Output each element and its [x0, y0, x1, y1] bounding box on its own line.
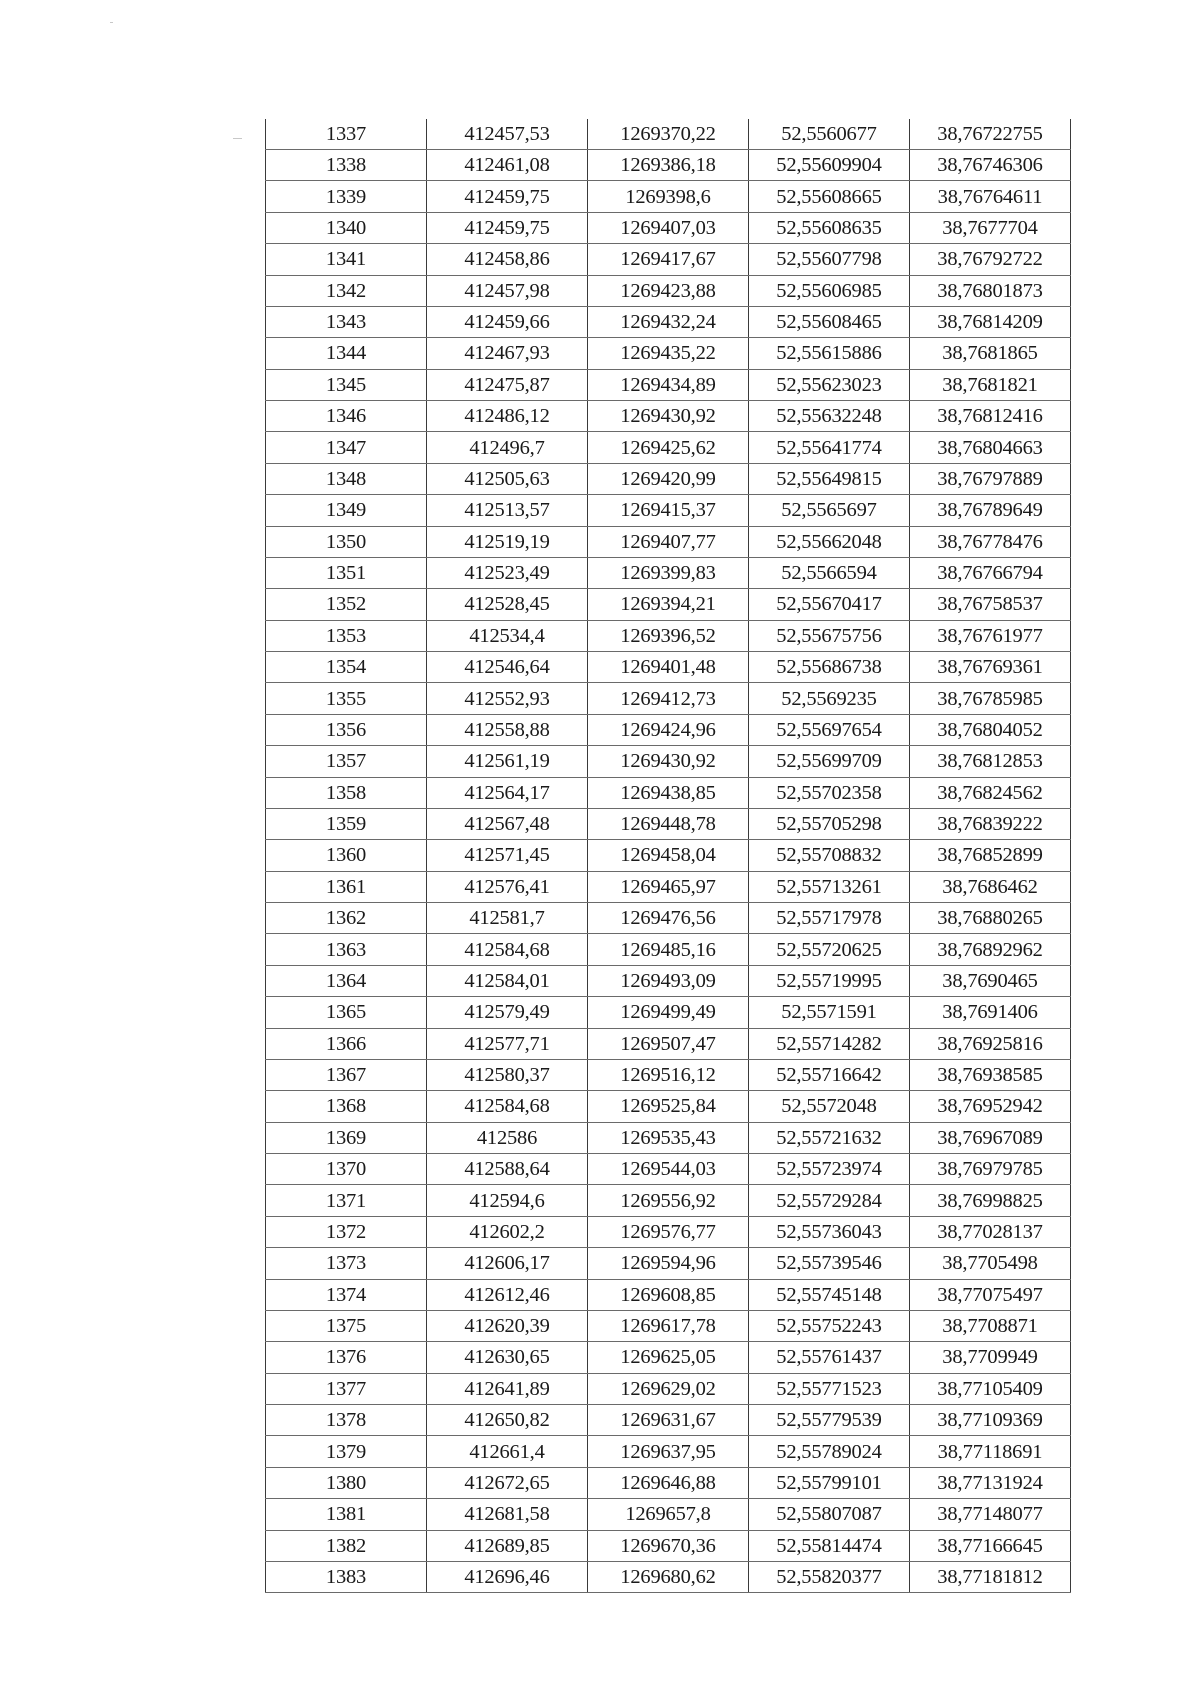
longitude-cell: 38,76804663 — [910, 432, 1071, 463]
table-row — [266, 275, 1071, 306]
point-number-cell: 1349 — [266, 495, 427, 526]
point-number-cell: 1337 — [266, 119, 427, 150]
table-row — [266, 463, 1071, 494]
y-coordinate-cell: 1269576,77 — [588, 1216, 749, 1247]
point-number-cell: 1382 — [266, 1530, 427, 1561]
latitude-cell: 52,55662048 — [749, 526, 910, 557]
y-coordinate-cell: 1269670,36 — [588, 1530, 749, 1561]
longitude-cell: 38,7691406 — [910, 997, 1071, 1028]
longitude-cell: 38,76778476 — [910, 526, 1071, 557]
latitude-cell: 52,55717978 — [749, 903, 910, 934]
table-row — [266, 1436, 1071, 1467]
y-coordinate-cell: 1269657,8 — [588, 1499, 749, 1530]
latitude-cell: 52,55606985 — [749, 275, 910, 306]
x-coordinate-cell: 412505,63 — [427, 463, 588, 494]
y-coordinate-cell: 1269415,37 — [588, 495, 749, 526]
y-coordinate-cell: 1269396,52 — [588, 620, 749, 651]
y-coordinate-cell: 1269485,16 — [588, 934, 749, 965]
point-number-cell: 1338 — [266, 150, 427, 181]
point-number-cell: 1375 — [266, 1310, 427, 1341]
longitude-cell: 38,7686462 — [910, 871, 1071, 902]
x-coordinate-cell: 412461,08 — [427, 150, 588, 181]
longitude-cell: 38,76998825 — [910, 1185, 1071, 1216]
y-coordinate-cell: 1269544,03 — [588, 1154, 749, 1185]
x-coordinate-cell: 412620,39 — [427, 1310, 588, 1341]
table-row — [266, 1059, 1071, 1090]
y-coordinate-cell: 1269412,73 — [588, 683, 749, 714]
table-row — [266, 1342, 1071, 1373]
point-number-cell: 1361 — [266, 871, 427, 902]
longitude-cell: 38,77181812 — [910, 1561, 1071, 1592]
point-number-cell: 1359 — [266, 808, 427, 839]
latitude-cell: 52,5560677 — [749, 119, 910, 150]
latitude-cell: 52,55608665 — [749, 181, 910, 212]
x-coordinate-cell: 412571,45 — [427, 840, 588, 871]
longitude-cell: 38,7705498 — [910, 1248, 1071, 1279]
y-coordinate-cell: 1269507,47 — [588, 1028, 749, 1059]
x-coordinate-cell: 412681,58 — [427, 1499, 588, 1530]
latitude-cell: 52,55739546 — [749, 1248, 910, 1279]
longitude-cell: 38,77109369 — [910, 1405, 1071, 1436]
latitude-cell: 52,55716642 — [749, 1059, 910, 1090]
y-coordinate-cell: 1269646,88 — [588, 1467, 749, 1498]
x-coordinate-cell: 412612,46 — [427, 1279, 588, 1310]
table-row — [266, 589, 1071, 620]
longitude-cell: 38,7681821 — [910, 369, 1071, 400]
x-coordinate-cell: 412650,82 — [427, 1405, 588, 1436]
table-row — [266, 1248, 1071, 1279]
latitude-cell: 52,55699709 — [749, 746, 910, 777]
table-row — [266, 840, 1071, 871]
latitude-cell: 52,5569235 — [749, 683, 910, 714]
longitude-cell: 38,76758537 — [910, 589, 1071, 620]
latitude-cell: 52,55609904 — [749, 150, 910, 181]
table-row — [266, 557, 1071, 588]
y-coordinate-cell: 1269448,78 — [588, 808, 749, 839]
point-number-cell: 1344 — [266, 338, 427, 369]
table-row — [266, 212, 1071, 243]
y-coordinate-cell: 1269434,89 — [588, 369, 749, 400]
x-coordinate-cell: 412513,57 — [427, 495, 588, 526]
y-coordinate-cell: 1269535,43 — [588, 1122, 749, 1153]
y-coordinate-cell: 1269629,02 — [588, 1373, 749, 1404]
latitude-cell: 52,55697654 — [749, 714, 910, 745]
table-row — [266, 1279, 1071, 1310]
latitude-cell: 52,55729284 — [749, 1185, 910, 1216]
latitude-cell: 52,55771523 — [749, 1373, 910, 1404]
table-row — [266, 181, 1071, 212]
point-number-cell: 1350 — [266, 526, 427, 557]
table-row — [266, 1154, 1071, 1185]
latitude-cell: 52,5566594 — [749, 557, 910, 588]
latitude-cell: 52,55814474 — [749, 1530, 910, 1561]
table-row — [266, 1561, 1071, 1592]
table-row — [266, 652, 1071, 683]
point-number-cell: 1371 — [266, 1185, 427, 1216]
longitude-cell: 38,76812853 — [910, 746, 1071, 777]
latitude-cell: 52,55705298 — [749, 808, 910, 839]
longitude-cell: 38,76967089 — [910, 1122, 1071, 1153]
x-coordinate-cell: 412577,71 — [427, 1028, 588, 1059]
y-coordinate-cell: 1269407,77 — [588, 526, 749, 557]
point-number-cell: 1343 — [266, 306, 427, 337]
x-coordinate-cell: 412586 — [427, 1122, 588, 1153]
table-row — [266, 150, 1071, 181]
x-coordinate-cell: 412584,01 — [427, 965, 588, 996]
longitude-cell: 38,76852899 — [910, 840, 1071, 871]
longitude-cell: 38,76801873 — [910, 275, 1071, 306]
y-coordinate-cell: 1269465,97 — [588, 871, 749, 902]
point-number-cell: 1373 — [266, 1248, 427, 1279]
longitude-cell: 38,76824562 — [910, 777, 1071, 808]
x-coordinate-cell: 412630,65 — [427, 1342, 588, 1373]
x-coordinate-cell: 412558,88 — [427, 714, 588, 745]
longitude-cell: 38,76764611 — [910, 181, 1071, 212]
longitude-cell: 38,76804052 — [910, 714, 1071, 745]
longitude-cell: 38,76746306 — [910, 150, 1071, 181]
x-coordinate-cell: 412584,68 — [427, 1091, 588, 1122]
latitude-cell: 52,55702358 — [749, 777, 910, 808]
point-number-cell: 1345 — [266, 369, 427, 400]
longitude-cell: 38,76925816 — [910, 1028, 1071, 1059]
y-coordinate-cell: 1269432,24 — [588, 306, 749, 337]
x-coordinate-cell: 412581,7 — [427, 903, 588, 934]
longitude-cell: 38,77118691 — [910, 1436, 1071, 1467]
longitude-cell: 38,76979785 — [910, 1154, 1071, 1185]
x-coordinate-cell: 412534,4 — [427, 620, 588, 651]
point-number-cell: 1372 — [266, 1216, 427, 1247]
latitude-cell: 52,55670417 — [749, 589, 910, 620]
longitude-cell: 38,77075497 — [910, 1279, 1071, 1310]
point-number-cell: 1342 — [266, 275, 427, 306]
table-row — [266, 526, 1071, 557]
coordinates-table — [265, 119, 1071, 1593]
latitude-cell: 52,55720625 — [749, 934, 910, 965]
point-number-cell: 1364 — [266, 965, 427, 996]
x-coordinate-cell: 412561,19 — [427, 746, 588, 777]
x-coordinate-cell: 412602,2 — [427, 1216, 588, 1247]
table-row — [266, 714, 1071, 745]
x-coordinate-cell: 412523,49 — [427, 557, 588, 588]
point-number-cell: 1370 — [266, 1154, 427, 1185]
x-coordinate-cell: 412459,75 — [427, 181, 588, 212]
point-number-cell: 1348 — [266, 463, 427, 494]
x-coordinate-cell: 412546,64 — [427, 652, 588, 683]
point-number-cell: 1360 — [266, 840, 427, 871]
point-number-cell: 1363 — [266, 934, 427, 965]
point-number-cell: 1353 — [266, 620, 427, 651]
point-number-cell: 1367 — [266, 1059, 427, 1090]
latitude-cell: 52,55820377 — [749, 1561, 910, 1592]
x-coordinate-cell: 412475,87 — [427, 369, 588, 400]
latitude-cell: 52,55641774 — [749, 432, 910, 463]
y-coordinate-cell: 1269407,03 — [588, 212, 749, 243]
y-coordinate-cell: 1269525,84 — [588, 1091, 749, 1122]
longitude-cell: 38,76892962 — [910, 934, 1071, 965]
x-coordinate-cell: 412457,53 — [427, 119, 588, 150]
longitude-cell: 38,76952942 — [910, 1091, 1071, 1122]
longitude-cell: 38,76761977 — [910, 620, 1071, 651]
point-number-cell: 1381 — [266, 1499, 427, 1530]
table-row — [266, 119, 1071, 150]
latitude-cell: 52,55607798 — [749, 244, 910, 275]
latitude-cell: 52,55608465 — [749, 306, 910, 337]
point-number-cell: 1368 — [266, 1091, 427, 1122]
point-number-cell: 1356 — [266, 714, 427, 745]
table-row — [266, 1467, 1071, 1498]
y-coordinate-cell: 1269458,04 — [588, 840, 749, 871]
latitude-cell: 52,5565697 — [749, 495, 910, 526]
table-row — [266, 1530, 1071, 1561]
x-coordinate-cell: 412459,75 — [427, 212, 588, 243]
table-row — [266, 369, 1071, 400]
longitude-cell: 38,76766794 — [910, 557, 1071, 588]
latitude-cell: 52,55736043 — [749, 1216, 910, 1247]
table-row — [266, 432, 1071, 463]
latitude-cell: 52,55745148 — [749, 1279, 910, 1310]
scan-artifact — [110, 22, 113, 23]
point-number-cell: 1352 — [266, 589, 427, 620]
x-coordinate-cell: 412576,41 — [427, 871, 588, 902]
x-coordinate-cell: 412584,68 — [427, 934, 588, 965]
y-coordinate-cell: 1269435,22 — [588, 338, 749, 369]
latitude-cell: 52,55632248 — [749, 401, 910, 432]
x-coordinate-cell: 412661,4 — [427, 1436, 588, 1467]
y-coordinate-cell: 1269493,09 — [588, 965, 749, 996]
table-row — [266, 997, 1071, 1028]
point-number-cell: 1383 — [266, 1561, 427, 1592]
y-coordinate-cell: 1269631,67 — [588, 1405, 749, 1436]
table-row — [266, 495, 1071, 526]
longitude-cell: 38,76792722 — [910, 244, 1071, 275]
table-row — [266, 903, 1071, 934]
table-row — [266, 620, 1071, 651]
y-coordinate-cell: 1269430,92 — [588, 746, 749, 777]
table-row — [266, 1405, 1071, 1436]
longitude-cell: 38,76769361 — [910, 652, 1071, 683]
y-coordinate-cell: 1269625,05 — [588, 1342, 749, 1373]
y-coordinate-cell: 1269394,21 — [588, 589, 749, 620]
table-row — [266, 1216, 1071, 1247]
table-row — [266, 1091, 1071, 1122]
longitude-cell: 38,76812416 — [910, 401, 1071, 432]
point-number-cell: 1374 — [266, 1279, 427, 1310]
latitude-cell: 52,55623023 — [749, 369, 910, 400]
y-coordinate-cell: 1269594,96 — [588, 1248, 749, 1279]
x-coordinate-cell: 412564,17 — [427, 777, 588, 808]
x-coordinate-cell: 412641,89 — [427, 1373, 588, 1404]
y-coordinate-cell: 1269370,22 — [588, 119, 749, 150]
x-coordinate-cell: 412552,93 — [427, 683, 588, 714]
table-row — [266, 1122, 1071, 1153]
latitude-cell: 52,5571591 — [749, 997, 910, 1028]
table-row — [266, 1185, 1071, 1216]
longitude-cell: 38,7709949 — [910, 1342, 1071, 1373]
point-number-cell: 1347 — [266, 432, 427, 463]
y-coordinate-cell: 1269425,62 — [588, 432, 749, 463]
latitude-cell: 52,55713261 — [749, 871, 910, 902]
longitude-cell: 38,76785985 — [910, 683, 1071, 714]
point-number-cell: 1346 — [266, 401, 427, 432]
point-number-cell: 1369 — [266, 1122, 427, 1153]
latitude-cell: 52,55615886 — [749, 338, 910, 369]
x-coordinate-cell: 412457,98 — [427, 275, 588, 306]
longitude-cell: 38,76839222 — [910, 808, 1071, 839]
y-coordinate-cell: 1269516,12 — [588, 1059, 749, 1090]
x-coordinate-cell: 412579,49 — [427, 997, 588, 1028]
x-coordinate-cell: 412459,66 — [427, 306, 588, 337]
point-number-cell: 1355 — [266, 683, 427, 714]
table-row — [266, 1373, 1071, 1404]
latitude-cell: 52,55752243 — [749, 1310, 910, 1341]
point-number-cell: 1358 — [266, 777, 427, 808]
latitude-cell: 52,55761437 — [749, 1342, 910, 1373]
y-coordinate-cell: 1269420,99 — [588, 463, 749, 494]
x-coordinate-cell: 412672,65 — [427, 1467, 588, 1498]
table-row — [266, 306, 1071, 337]
longitude-cell: 38,76938585 — [910, 1059, 1071, 1090]
x-coordinate-cell: 412486,12 — [427, 401, 588, 432]
latitude-cell: 52,55721632 — [749, 1122, 910, 1153]
longitude-cell: 38,7690465 — [910, 965, 1071, 996]
longitude-cell: 38,7681865 — [910, 338, 1071, 369]
point-number-cell: 1351 — [266, 557, 427, 588]
longitude-cell: 38,76797889 — [910, 463, 1071, 494]
table-row — [266, 1499, 1071, 1530]
table-row — [266, 746, 1071, 777]
point-number-cell: 1379 — [266, 1436, 427, 1467]
y-coordinate-cell: 1269401,48 — [588, 652, 749, 683]
table-row — [266, 401, 1071, 432]
x-coordinate-cell: 412689,85 — [427, 1530, 588, 1561]
table-row — [266, 683, 1071, 714]
y-coordinate-cell: 1269399,83 — [588, 557, 749, 588]
y-coordinate-cell: 1269608,85 — [588, 1279, 749, 1310]
table-row — [266, 871, 1071, 902]
table-row — [266, 1310, 1071, 1341]
y-coordinate-cell: 1269637,95 — [588, 1436, 749, 1467]
latitude-cell: 52,55723974 — [749, 1154, 910, 1185]
table-row — [266, 1028, 1071, 1059]
y-coordinate-cell: 1269499,49 — [588, 997, 749, 1028]
longitude-cell: 38,7708871 — [910, 1310, 1071, 1341]
y-coordinate-cell: 1269476,56 — [588, 903, 749, 934]
x-coordinate-cell: 412580,37 — [427, 1059, 588, 1090]
longitude-cell: 38,77166645 — [910, 1530, 1071, 1561]
longitude-cell: 38,76880265 — [910, 903, 1071, 934]
latitude-cell: 52,55714282 — [749, 1028, 910, 1059]
x-coordinate-cell: 412606,17 — [427, 1248, 588, 1279]
y-coordinate-cell: 1269556,92 — [588, 1185, 749, 1216]
latitude-cell: 52,55675756 — [749, 620, 910, 651]
point-number-cell: 1376 — [266, 1342, 427, 1373]
point-number-cell: 1377 — [266, 1373, 427, 1404]
point-number-cell: 1339 — [266, 181, 427, 212]
latitude-cell: 52,55649815 — [749, 463, 910, 494]
y-coordinate-cell: 1269617,78 — [588, 1310, 749, 1341]
x-coordinate-cell: 412696,46 — [427, 1561, 588, 1592]
latitude-cell: 52,55779539 — [749, 1405, 910, 1436]
longitude-cell: 38,76789649 — [910, 495, 1071, 526]
latitude-cell: 52,55719995 — [749, 965, 910, 996]
y-coordinate-cell: 1269438,85 — [588, 777, 749, 808]
table-row — [266, 934, 1071, 965]
point-number-cell: 1340 — [266, 212, 427, 243]
point-number-cell: 1378 — [266, 1405, 427, 1436]
longitude-cell: 38,77105409 — [910, 1373, 1071, 1404]
y-coordinate-cell: 1269398,6 — [588, 181, 749, 212]
latitude-cell: 52,55708832 — [749, 840, 910, 871]
point-number-cell: 1354 — [266, 652, 427, 683]
point-number-cell: 1380 — [266, 1467, 427, 1498]
latitude-cell: 52,55686738 — [749, 652, 910, 683]
table-row — [266, 965, 1071, 996]
x-coordinate-cell: 412467,93 — [427, 338, 588, 369]
longitude-cell: 38,76814209 — [910, 306, 1071, 337]
latitude-cell: 52,55807087 — [749, 1499, 910, 1530]
longitude-cell: 38,7677704 — [910, 212, 1071, 243]
x-coordinate-cell: 412458,86 — [427, 244, 588, 275]
longitude-cell: 38,76722755 — [910, 119, 1071, 150]
y-coordinate-cell: 1269430,92 — [588, 401, 749, 432]
y-coordinate-cell: 1269423,88 — [588, 275, 749, 306]
point-number-cell: 1365 — [266, 997, 427, 1028]
x-coordinate-cell: 412496,7 — [427, 432, 588, 463]
longitude-cell: 38,77148077 — [910, 1499, 1071, 1530]
latitude-cell: 52,55608635 — [749, 212, 910, 243]
table-row — [266, 808, 1071, 839]
point-number-cell: 1366 — [266, 1028, 427, 1059]
y-coordinate-cell: 1269417,67 — [588, 244, 749, 275]
x-coordinate-cell: 412594,6 — [427, 1185, 588, 1216]
table-row — [266, 244, 1071, 275]
y-coordinate-cell: 1269424,96 — [588, 714, 749, 745]
table-row — [266, 338, 1071, 369]
latitude-cell: 52,55789024 — [749, 1436, 910, 1467]
y-coordinate-cell: 1269680,62 — [588, 1561, 749, 1592]
point-number-cell: 1362 — [266, 903, 427, 934]
longitude-cell: 38,77028137 — [910, 1216, 1071, 1247]
point-number-cell: 1341 — [266, 244, 427, 275]
latitude-cell: 52,5572048 — [749, 1091, 910, 1122]
table-row — [266, 777, 1071, 808]
longitude-cell: 38,77131924 — [910, 1467, 1071, 1498]
x-coordinate-cell: 412567,48 — [427, 808, 588, 839]
x-coordinate-cell: 412588,64 — [427, 1154, 588, 1185]
point-number-cell: 1357 — [266, 746, 427, 777]
x-coordinate-cell: 412528,45 — [427, 589, 588, 620]
y-coordinate-cell: 1269386,18 — [588, 150, 749, 181]
scan-artifact — [233, 138, 242, 139]
latitude-cell: 52,55799101 — [749, 1467, 910, 1498]
x-coordinate-cell: 412519,19 — [427, 526, 588, 557]
coordinates-table-body — [266, 119, 1071, 1593]
